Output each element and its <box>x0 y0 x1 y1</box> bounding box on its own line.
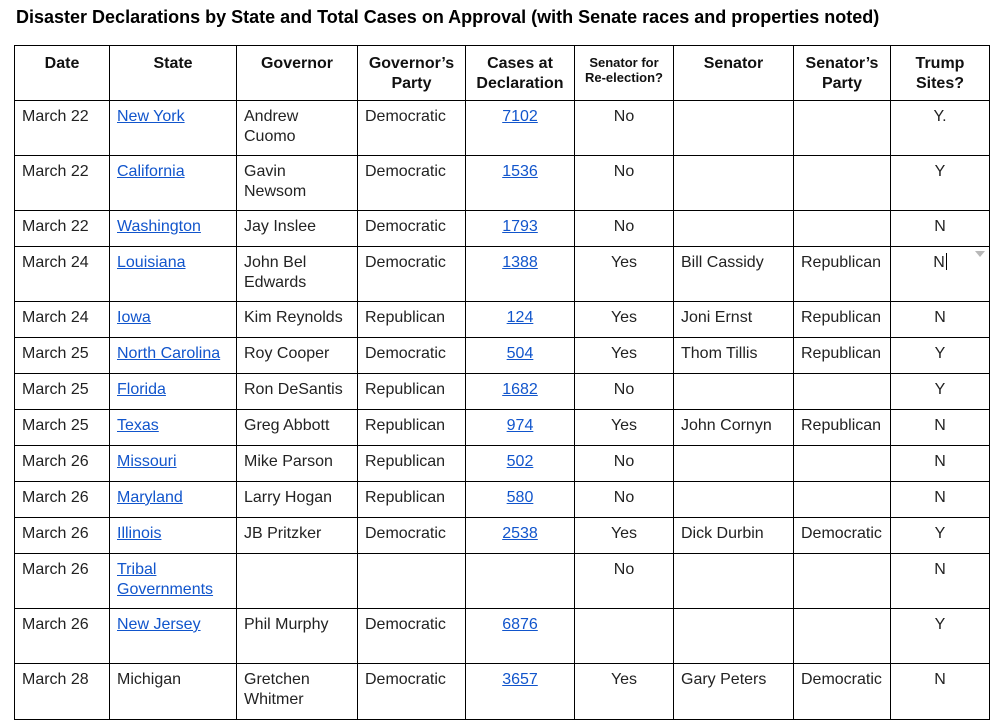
cell-senator-text: John Cornyn <box>681 417 772 434</box>
cell-governor-party[interactable] <box>358 664 466 720</box>
cases-link[interactable]: 6876 <box>502 616 538 633</box>
cell-senator-party-text: Republican <box>801 254 882 271</box>
state-link[interactable]: Missouri <box>117 453 177 470</box>
cell-cases[interactable] <box>466 554 575 609</box>
cell-trump-sites-text: Y <box>934 163 946 180</box>
cell-senator-party[interactable] <box>794 156 891 211</box>
cell-trump-sites[interactable] <box>891 518 990 554</box>
cell-date[interactable] <box>15 211 110 247</box>
cell-reelection[interactable] <box>575 302 674 338</box>
cell-governor[interactable] <box>237 247 358 302</box>
cell-governor[interactable] <box>237 554 358 609</box>
cell-reelection[interactable] <box>575 338 674 374</box>
cell-senator-party[interactable] <box>794 410 891 446</box>
cell-date-text: March 24 <box>22 254 89 271</box>
cell-reelection[interactable] <box>575 247 674 302</box>
cell-governor[interactable] <box>237 101 358 156</box>
cell-governor-party-text: Democratic <box>365 108 446 125</box>
header-cases[interactable]: Cases at Declaration <box>466 46 575 101</box>
cell-governor-party-text: Democratic <box>365 163 446 180</box>
cases-link[interactable]: 124 <box>506 309 534 326</box>
cases-link[interactable]: 974 <box>506 417 534 434</box>
header-state[interactable]: State <box>110 46 237 101</box>
cell-governor-party-text: Democratic <box>365 616 446 633</box>
cases-link[interactable]: 1388 <box>502 254 538 271</box>
header-date[interactable]: Date <box>15 46 110 101</box>
cell-governor[interactable] <box>237 664 358 720</box>
header-reelection[interactable]: Senator for Re-election? <box>575 46 674 101</box>
cell-senator[interactable] <box>674 609 794 664</box>
cell-state[interactable] <box>110 247 237 302</box>
cell-date[interactable] <box>15 446 110 482</box>
cell-governor-party[interactable] <box>358 482 466 518</box>
cell-reelection-text: Yes <box>610 345 638 362</box>
cell-reelection-text: Yes <box>610 417 638 434</box>
cases-link[interactable]: 7102 <box>502 108 538 125</box>
state-link[interactable]: New Jersey <box>117 616 201 633</box>
table-row <box>15 247 990 302</box>
cell-senator[interactable] <box>674 554 794 609</box>
cell-governor-text: Mike Parson <box>244 453 333 470</box>
cell-date-text: March 22 <box>22 218 89 235</box>
header-senator[interactable]: Senator <box>674 46 794 101</box>
cell-governor[interactable] <box>237 211 358 247</box>
cell-trump-sites[interactable] <box>891 664 990 720</box>
cell-senator[interactable] <box>674 156 794 211</box>
cases-link[interactable]: 1682 <box>502 381 538 398</box>
cell-governor-text: Kim Reynolds <box>244 309 343 326</box>
table-row <box>15 410 990 446</box>
cell-cases[interactable] <box>466 211 575 247</box>
cell-date-text: March 26 <box>22 561 89 578</box>
cell-trump-sites[interactable] <box>891 302 990 338</box>
table-body <box>15 101 990 720</box>
cell-governor-text: Ron DeSantis <box>244 381 343 398</box>
cell-trump-sites-text: N <box>934 218 946 235</box>
cell-date[interactable] <box>15 101 110 156</box>
cell-reelection-text: No <box>613 453 635 470</box>
cell-senator-party[interactable] <box>794 482 891 518</box>
cell-senator-party-text: Democratic <box>801 525 882 542</box>
cell-trump-sites-text: N <box>934 417 946 434</box>
cell-reelection[interactable] <box>575 609 674 664</box>
cell-reelection-text: No <box>613 489 635 506</box>
table-row <box>15 518 990 554</box>
cell-state[interactable] <box>110 338 237 374</box>
cell-senator-party[interactable] <box>794 554 891 609</box>
cell-senator-party-text: Republican <box>801 309 882 326</box>
table-row <box>15 482 990 518</box>
cell-governor[interactable] <box>237 609 358 664</box>
cell-trump-sites-text: N <box>934 671 946 688</box>
table-row <box>15 338 990 374</box>
cell-governor[interactable] <box>237 302 358 338</box>
cell-governor[interactable] <box>237 156 358 211</box>
cell-cases[interactable] <box>466 410 575 446</box>
cell-senator[interactable] <box>674 247 794 302</box>
cell-governor-party-text: Democratic <box>365 218 446 235</box>
cell-cases[interactable] <box>466 446 575 482</box>
cell-governor-party-text: Republican <box>365 489 446 506</box>
cell-state[interactable] <box>110 156 237 211</box>
cell-date-text: March 25 <box>22 417 89 434</box>
cell-senator-party[interactable] <box>794 518 891 554</box>
cell-state[interactable] <box>110 101 237 156</box>
cell-reelection-text: Yes <box>610 309 638 326</box>
cell-governor-party-text: Democratic <box>365 254 446 271</box>
cell-trump-sites[interactable] <box>891 554 990 609</box>
cell-governor-party[interactable] <box>358 609 466 664</box>
table-row <box>15 101 990 156</box>
cell-governor-text: Phil Murphy <box>244 616 329 633</box>
cell-governor-text: Gretchen Whitmer <box>244 671 310 708</box>
cell-reelection[interactable] <box>575 664 674 720</box>
cell-date[interactable] <box>15 664 110 720</box>
cell-governor[interactable] <box>237 518 358 554</box>
cell-senator-party[interactable] <box>794 338 891 374</box>
cell-date-text: March 22 <box>22 108 89 125</box>
cell-trump-sites-text: Y. <box>933 108 947 125</box>
cell-reelection-text: No <box>613 381 635 398</box>
cell-reelection-text: No <box>613 218 635 235</box>
cell-governor-party[interactable] <box>358 302 466 338</box>
cell-reelection[interactable] <box>575 211 674 247</box>
cell-date-text: March 26 <box>22 616 89 633</box>
cell-governor-party-text: Republican <box>365 453 446 470</box>
cell-reelection[interactable] <box>575 410 674 446</box>
header-row <box>15 46 990 101</box>
cases-link[interactable]: 3657 <box>502 671 538 688</box>
cell-trump-sites[interactable] <box>891 482 990 518</box>
cell-governor-party[interactable] <box>358 156 466 211</box>
cell-cases[interactable] <box>466 609 575 664</box>
cell-cases[interactable] <box>466 247 575 302</box>
cell-date[interactable] <box>15 482 110 518</box>
cell-trump-sites[interactable] <box>891 374 990 410</box>
cell-senator[interactable] <box>674 664 794 720</box>
cell-state-text: Michigan <box>117 671 182 688</box>
cell-reelection-text: No <box>613 561 635 578</box>
cell-governor-party-text: Republican <box>365 309 446 326</box>
cell-date-text: March 28 <box>22 671 89 688</box>
cell-reelection[interactable] <box>575 374 674 410</box>
cell-date-text: March 25 <box>22 381 89 398</box>
state-link[interactable]: New York <box>117 108 185 125</box>
cell-senator-party[interactable] <box>794 664 891 720</box>
cell-state[interactable] <box>110 446 237 482</box>
cell-senator-party[interactable] <box>794 211 891 247</box>
cell-governor-text: John Bel Edwards <box>244 254 307 291</box>
cases-link[interactable]: 1793 <box>502 218 538 235</box>
cell-governor-text: Andrew Cuomo <box>244 108 299 145</box>
cell-trump-sites-text: Y <box>934 616 946 633</box>
cell-reelection-text: Yes <box>610 671 638 688</box>
cell-senator[interactable] <box>674 101 794 156</box>
cell-date-text: March 25 <box>22 345 89 362</box>
cell-governor-text: Jay Inslee <box>244 218 317 235</box>
state-link[interactable]: Illinois <box>117 525 162 542</box>
cell-date-text: March 24 <box>22 309 89 326</box>
cell-state[interactable] <box>110 211 237 247</box>
cell-reelection[interactable] <box>575 156 674 211</box>
table-row <box>15 302 990 338</box>
cell-reelection[interactable] <box>575 101 674 156</box>
header-governor[interactable]: Governor <box>237 46 358 101</box>
state-link[interactable]: California <box>117 163 185 180</box>
cell-governor-party[interactable] <box>358 101 466 156</box>
cell-senator[interactable] <box>674 410 794 446</box>
cell-state[interactable] <box>110 664 237 720</box>
cell-senator[interactable] <box>674 446 794 482</box>
cell-trump-sites-text: Y <box>934 381 946 398</box>
state-link[interactable]: Washington <box>117 218 201 235</box>
cell-date[interactable] <box>15 338 110 374</box>
state-link[interactable]: Louisiana <box>117 254 186 271</box>
cell-senator-text: Dick Durbin <box>681 525 764 542</box>
cell-governor-party-text: Democratic <box>365 345 446 362</box>
cell-senator-party-text: Republican <box>801 417 882 434</box>
cell-reelection[interactable] <box>575 554 674 609</box>
cell-trump-sites[interactable] <box>891 609 990 664</box>
cases-link[interactable]: 580 <box>506 489 534 506</box>
table-row <box>15 554 990 609</box>
cell-governor-text: Larry Hogan <box>244 489 333 506</box>
header-trump-sites[interactable]: Trump Sites? <box>891 46 990 101</box>
cell-cases[interactable] <box>466 302 575 338</box>
cell-senator-party[interactable] <box>794 247 891 302</box>
cell-cases[interactable] <box>466 664 575 720</box>
cell-cases[interactable] <box>466 518 575 554</box>
cell-governor-party[interactable] <box>358 446 466 482</box>
cell-trump-sites-text: N <box>934 489 946 506</box>
cell-senator[interactable] <box>674 302 794 338</box>
cell-state[interactable] <box>110 518 237 554</box>
cell-governor[interactable] <box>237 482 358 518</box>
cell-reelection-text: No <box>613 163 635 180</box>
cell-governor-party[interactable] <box>358 374 466 410</box>
cell-trump-sites-text: N <box>934 309 946 326</box>
page-title: Disaster Declarations by State and Total Cases on Approval (with Senate races and properties noted) <box>16 7 880 27</box>
cell-governor[interactable] <box>237 446 358 482</box>
cell-governor-party-text: Republican <box>365 381 446 398</box>
cell-senator-text: Gary Peters <box>681 671 767 688</box>
table-row <box>15 156 990 211</box>
cell-date[interactable] <box>15 518 110 554</box>
cell-reelection[interactable] <box>575 518 674 554</box>
cell-date[interactable] <box>15 374 110 410</box>
text-cursor <box>946 253 947 270</box>
cell-governor-party-text: Republican <box>365 417 446 434</box>
cell-trump-sites[interactable] <box>891 101 990 156</box>
cell-date[interactable] <box>15 247 110 302</box>
cell-trump-sites[interactable] <box>891 211 990 247</box>
cell-governor[interactable] <box>237 338 358 374</box>
cell-senator[interactable] <box>674 338 794 374</box>
header-governor-party[interactable]: Governor’s Party <box>358 46 466 101</box>
cell-trump-sites-text: Y <box>934 345 946 362</box>
cell-governor[interactable] <box>237 374 358 410</box>
cell-state[interactable] <box>110 554 237 609</box>
state-link[interactable]: Florida <box>117 381 166 398</box>
header-senator-party[interactable]: Senator’s Party <box>794 46 891 101</box>
cell-trump-sites[interactable] <box>891 410 990 446</box>
cell-governor-party[interactable] <box>358 211 466 247</box>
cell-senator-party[interactable] <box>794 302 891 338</box>
cell-cases[interactable] <box>466 156 575 211</box>
cell-reelection[interactable] <box>575 482 674 518</box>
cell-governor-party-text: Democratic <box>365 671 446 688</box>
cell-senator-text: Bill Cassidy <box>681 254 764 271</box>
cell-senator-party[interactable] <box>794 609 891 664</box>
disaster-declarations-table <box>14 45 990 720</box>
cell-trump-sites[interactable] <box>891 156 990 211</box>
cell-reelection[interactable] <box>575 446 674 482</box>
cell-date[interactable] <box>15 302 110 338</box>
cases-link[interactable]: 504 <box>506 345 534 362</box>
cell-date[interactable] <box>15 410 110 446</box>
cell-senator[interactable] <box>674 374 794 410</box>
state-link[interactable]: Iowa <box>117 309 151 326</box>
cell-reelection-text: Yes <box>610 254 638 271</box>
cell-senator-party[interactable] <box>794 374 891 410</box>
cell-state[interactable] <box>110 374 237 410</box>
cell-governor-text: Roy Cooper <box>244 345 330 362</box>
cell-date[interactable] <box>15 554 110 609</box>
cell-date-text: March 26 <box>22 489 89 506</box>
cell-date[interactable] <box>15 156 110 211</box>
cell-state[interactable] <box>110 410 237 446</box>
cell-governor-party-text: Democratic <box>365 525 446 542</box>
cell-senator-party[interactable] <box>794 101 891 156</box>
cell-senator-text: Joni Ernst <box>681 309 753 326</box>
cell-governor-party[interactable] <box>358 554 466 609</box>
cell-trump-sites-text: N <box>934 561 946 578</box>
cell-reelection-text: No <box>613 108 635 125</box>
cases-link[interactable]: 502 <box>506 453 534 470</box>
state-link[interactable]: Tribal Governments <box>117 561 214 598</box>
cell-governor-text: JB Pritzker <box>244 525 322 542</box>
cell-date[interactable] <box>15 609 110 664</box>
cell-trump-sites[interactable] <box>891 446 990 482</box>
dropdown-arrow-icon[interactable] <box>975 251 985 257</box>
cell-senator-party-text: Republican <box>801 345 882 362</box>
cell-reelection-text: Yes <box>610 525 638 542</box>
table-row <box>15 374 990 410</box>
cell-state[interactable] <box>110 302 237 338</box>
cell-cases[interactable] <box>466 338 575 374</box>
state-link[interactable]: Maryland <box>117 489 183 506</box>
cell-governor-text: Greg Abbott <box>244 417 330 434</box>
cell-governor-party[interactable] <box>358 247 466 302</box>
cell-trump-sites[interactable] <box>891 247 990 302</box>
cell-governor-party[interactable] <box>358 338 466 374</box>
state-link[interactable]: North Carolina <box>117 345 221 362</box>
table-row <box>15 446 990 482</box>
cell-senator-text: Thom Tillis <box>681 345 758 362</box>
cell-state[interactable] <box>110 609 237 664</box>
cell-cases[interactable] <box>466 101 575 156</box>
table-row <box>15 211 990 247</box>
cell-cases[interactable] <box>466 482 575 518</box>
cell-governor-party[interactable] <box>358 410 466 446</box>
cell-senator[interactable] <box>674 482 794 518</box>
table-row <box>15 609 990 664</box>
cell-state[interactable] <box>110 482 237 518</box>
cases-link[interactable]: 2538 <box>502 525 538 542</box>
cell-cases[interactable] <box>466 374 575 410</box>
cell-date-text: March 22 <box>22 163 89 180</box>
cell-governor-party[interactable] <box>358 518 466 554</box>
cell-date-text: March 26 <box>22 453 89 470</box>
cell-trump-sites-text: N <box>933 254 945 271</box>
cell-date-text: March 26 <box>22 525 89 542</box>
cell-senator-party-text: Democratic <box>801 671 882 688</box>
cell-senator[interactable] <box>674 211 794 247</box>
cell-senator[interactable] <box>674 518 794 554</box>
cases-link[interactable]: 1536 <box>502 163 538 180</box>
state-link[interactable]: Texas <box>117 417 159 434</box>
cell-trump-sites-text: Y <box>934 525 946 542</box>
table-row <box>15 664 990 720</box>
cell-governor-text: Gavin Newsom <box>244 163 307 200</box>
cell-governor[interactable] <box>237 410 358 446</box>
cell-trump-sites-text: N <box>934 453 946 470</box>
cell-senator-party[interactable] <box>794 446 891 482</box>
cell-trump-sites[interactable] <box>891 338 990 374</box>
